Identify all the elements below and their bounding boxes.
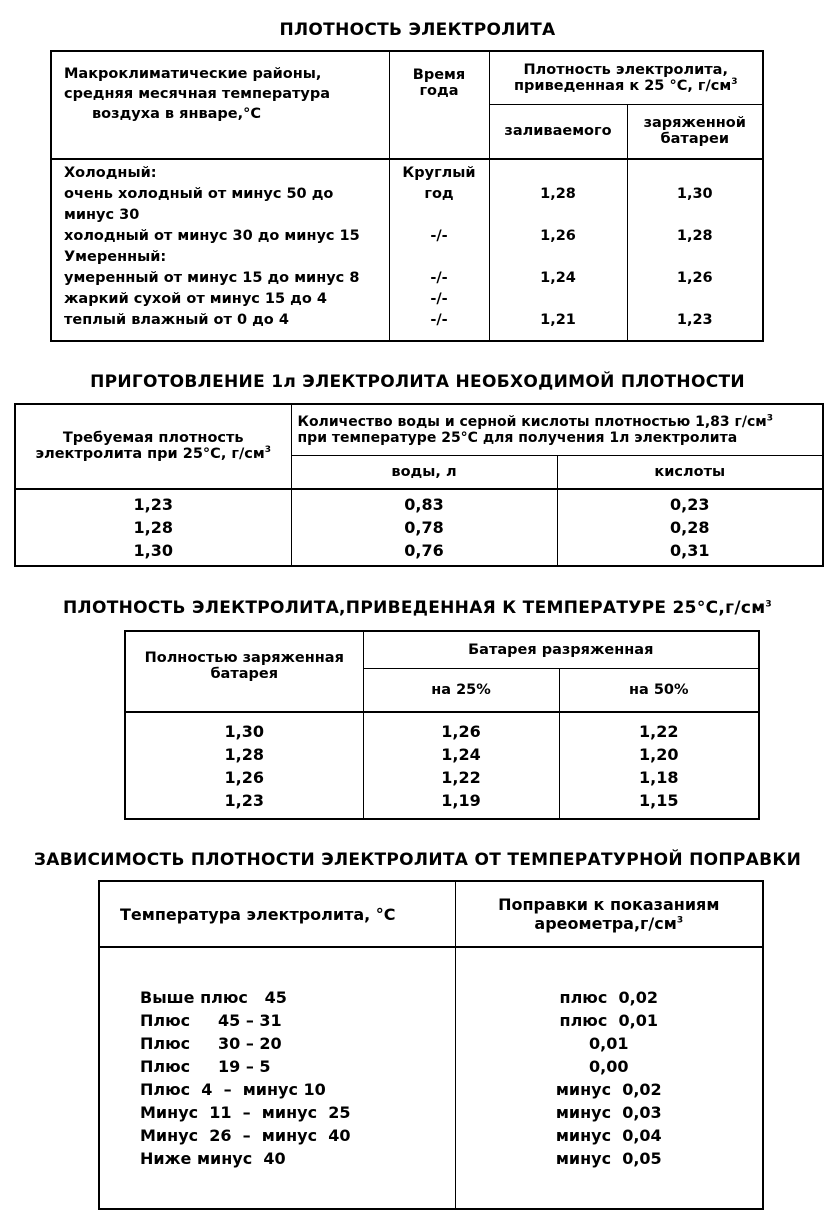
header-density: Плотность электролита, приведенная к 25 °С, $г/см^3$ [489,51,763,105]
header-temperature: Температура электролита, °С [99,881,455,947]
header-acid: кислоты [557,456,823,489]
header-charged: заряженной батареи [627,105,763,159]
column-fill: 1,28 1,26 1,24 1,21 [489,159,627,341]
column-charged: 1,30 1,28 1,26 1,23 [627,159,763,341]
table4-title: ЗАВИСИМОСТЬ ПЛОТНОСТИ ЭЛЕКТРОЛИТА ОТ ТЕМПЕРАТУРНОЙ ПОПРАВКИ [33,850,802,870]
table2-title: ПРИГОТОВЛЕНИЕ 1л ЭЛЕКТРОЛИТА НЕОБХОДИМОЙ ПЛОТНОСТИ [90,372,745,392]
column-season: Круглый год -/- -/- -/- -/- [389,159,489,341]
column-correction: плюс 0,02 плюс 0,01 0,01 0,00 минус 0,02 минус 0,03 минус 0,04 минус 0,05 [455,947,763,1209]
header-quantity: Количество воды и серной кислоты плотностью 1,83 $г/см^3$ при температуре 25°С для получения 1л электролита [291,404,823,456]
table3-title: ПЛОТНОСТЬ ЭЛЕКТРОЛИТА,ПРИВЕДЕННАЯ К ТЕМПЕРАТУРЕ $25^\circ С,г/см^3$ [63,598,772,618]
header-region: Макроклиматические районы, средняя месячная температура воздуха в январе,°С [51,51,389,159]
header-full-charge: Полностью заряженная батарея [125,631,363,712]
column-required-density: 1,23 1,28 1,30 [15,489,291,566]
electrolyte-preparation-table [14,403,824,567]
column-50: 1,22 1,20 1,18 1,15 [559,712,759,819]
column-temperature: Выше плюс 45 Плюс 45 – 31 Плюс 30 – 20 Плюс 19 – 5 Плюс 4 – минус 10 Минус 11 – минус 25 Минус 26 – минус 40 Ниже минус 40 [99,947,455,1209]
column-full-charge: 1,30 1,28 1,26 1,23 [125,712,363,819]
header-correction: Поправки к показаниям $ареометра,г/см^3$ [455,881,763,947]
header-25: на 25% [363,669,559,713]
header-season: Время года [389,51,489,159]
header-fill: заливаемого [489,105,627,159]
header-water: воды, л [291,456,557,489]
column-region: Холодный: очень холодный от минус 50 до минус 30 холодный от минус 30 до минус 15 Умеренный: умеренный от минус 15 до минус 8 жаркий сухой от минус 15 до 4 теплый влажный от 0 до 4 [51,159,389,341]
column-water: 0,83 0,78 0,76 [291,489,557,566]
table1-title: ПЛОТНОСТЬ ЭЛЕКТРОЛИТА [279,20,556,40]
column-acid: 0,23 0,28 0,31 [557,489,823,566]
header-discharged: Батарея разряженная [363,631,759,669]
header-50: на 50% [559,669,759,713]
header-required-density: Требуемая плотность электролита при 25°С, $г/см^3$ [15,404,291,489]
column-25: 1,26 1,24 1,22 1,19 [363,712,559,819]
temperature-correction-table [98,880,764,1210]
density-charge-table [124,630,760,820]
electrolyte-density-table [50,50,764,342]
